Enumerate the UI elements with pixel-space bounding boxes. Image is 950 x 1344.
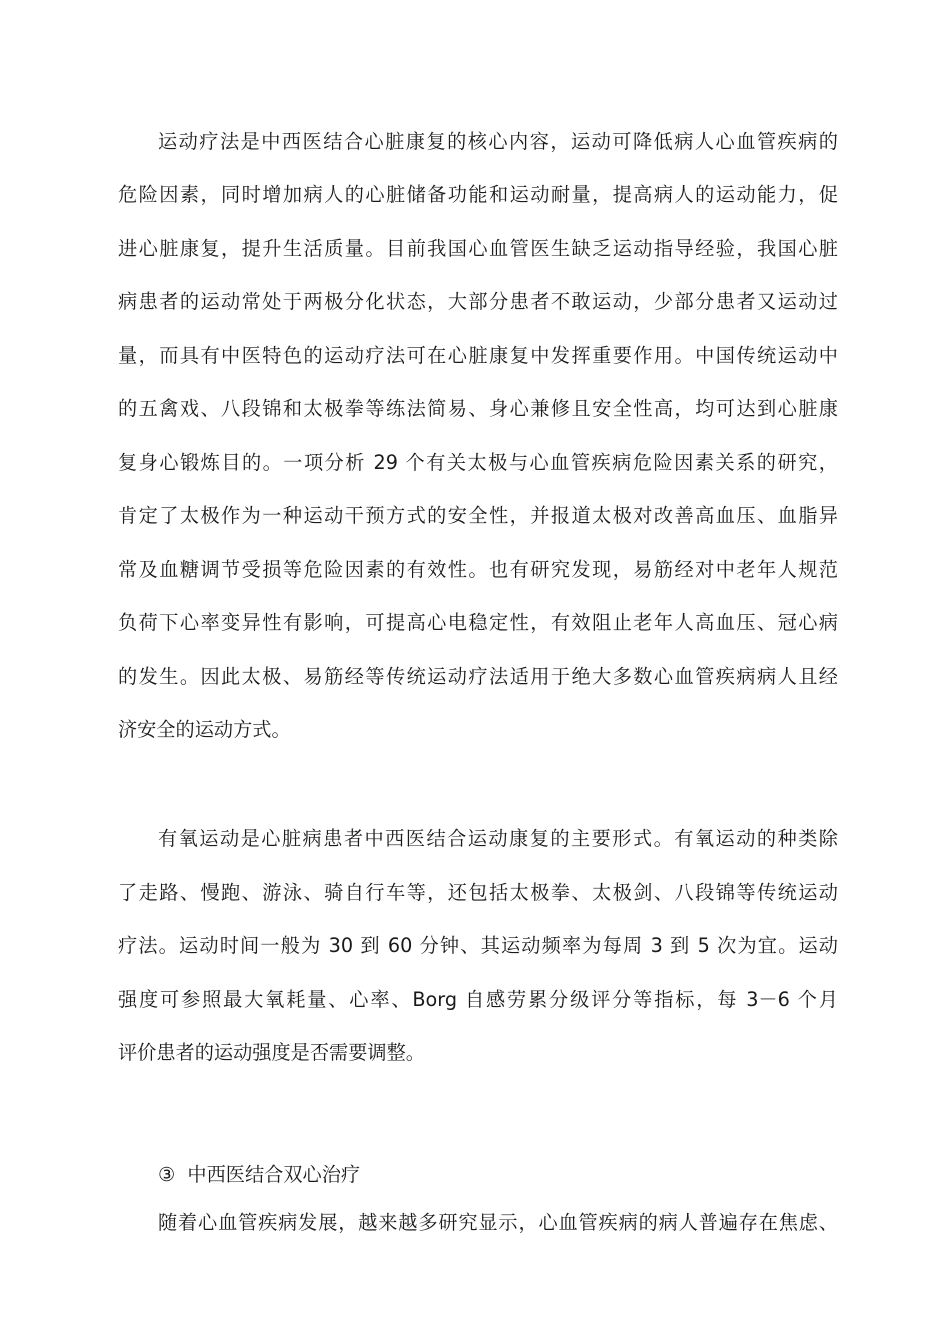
paragraph-2-line: 强度可参照最大氧耗量、心率、Borg 自感劳累分级评分等指标，每 3－6 个月 [118,988,838,1011]
paragraph-1-line: 危险因素，同时增加病人的心脏储备功能和运动耐量，提高病人的运动能力，促 [118,183,838,206]
paragraph-2-line: 有氧运动是心脏病患者中西医结合运动康复的主要形式。有氧运动的种类除 [158,827,838,850]
paragraph-1-line: 负荷下心率变异性有影响，可提高心电稳定性，有效阻止老年人高血压、冠心病 [118,611,838,634]
paragraph-1-line: 运动疗法是中西医结合心脏康复的核心内容，运动可降低病人心血管疾病的 [158,130,838,153]
section-heading: ③ 中西医结合双心治疗 [158,1163,361,1186]
section-3-line: 随着心血管疾病发展，越来越多研究显示，心血管疾病的病人普遍存在焦虑、 [158,1211,838,1234]
paragraph-1-line: 量，而具有中医特色的运动疗法可在心脏康复中发挥重要作用。中国传统运动中 [118,344,838,367]
paragraph-1-line: 的发生。因此太极、易筋经等传统运动疗法适用于绝大多数心血管疾病病人且经 [118,665,838,688]
paragraph-1-line: 的五禽戏、八段锦和太极拳等练法简易、身心兼修且安全性高，均可达到心脏康 [118,397,838,420]
paragraph-1-line: 病患者的运动常处于两极分化状态，大部分患者不敢运动，少部分患者又运动过 [118,290,838,313]
paragraph-2-line: 了走路、慢跑、游泳、骑自行车等，还包括太极拳、太极剑、八段锦等传统运动 [118,881,838,904]
paragraph-2-line: 评价患者的运动强度是否需要调整。 [118,1041,425,1064]
paragraph-1-line: 济安全的运动方式。 [118,718,291,741]
paragraph-1-line: 复身心锻炼目的。一项分析 29 个有关太极与心血管疾病危险因素关系的研究， [118,451,838,474]
paragraph-1-line: 进心脏康复，提升生活质量。目前我国心血管医生缺乏运动指导经验，我国心脏 [118,237,838,260]
paragraph-2-line: 疗法。运动时间一般为 30 到 60 分钟、其运动频率为每周 3 到 5 次为宜。运动 [118,934,838,957]
paragraph-1-line: 肯定了太极作为一种运动干预方式的安全性，并报道太极对改善高血压、血脂异 [118,504,838,527]
paragraph-1-line: 常及血糖调节受损等危险因素的有效性。也有研究发现，易筋经对中老年人规范 [118,558,838,581]
